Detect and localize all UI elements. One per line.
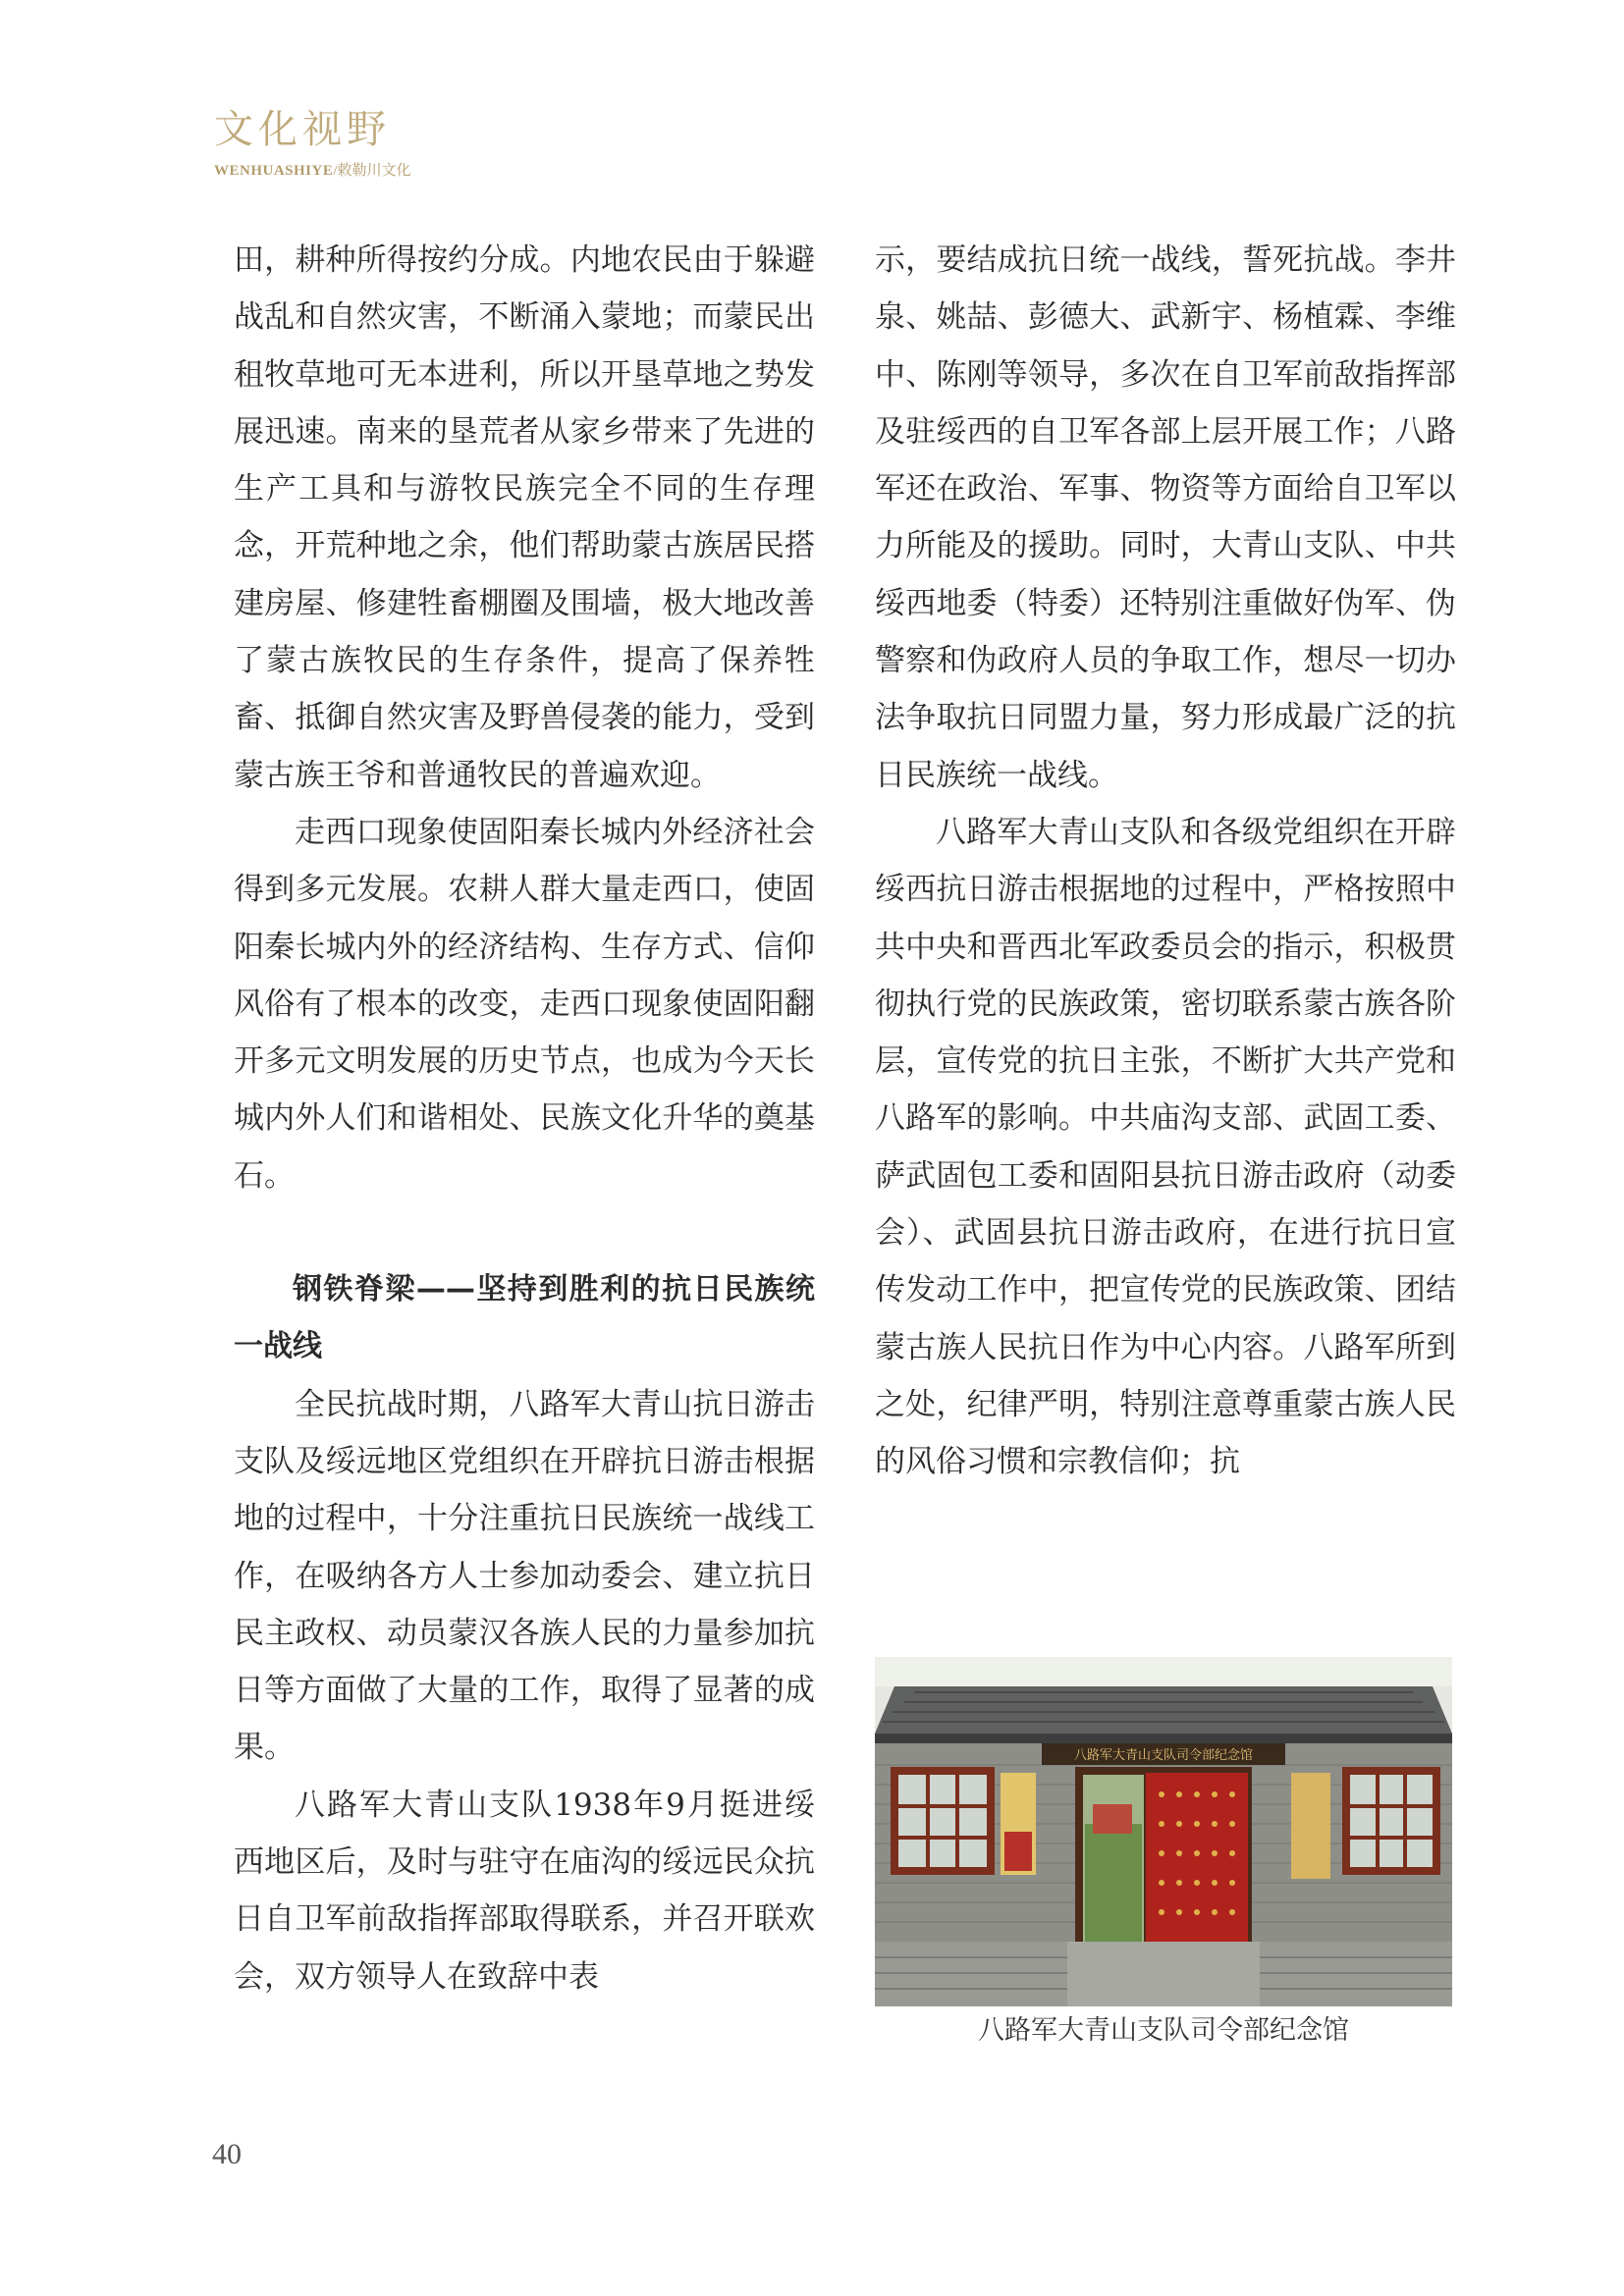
photo-caption: 八路军大青山支队司令部纪念馆: [978, 2015, 1349, 2046]
section-subtitle-cn: /敕勒川文化: [333, 163, 411, 179]
paragraph: 八路军大青山支队1938年9月挺进绥西地区后，及时与驻守在庙沟的绥远民众抗日自卫军前敌指挥部取得联系，并召开联欢会，双方领导人在致辞中表: [234, 1787, 815, 1995]
paragraph: 走西口现象使固阳秦长城内外经济社会得到多元发展。农耕人群大量走西口，使固阳秦长城内外的经济结构、生存方式、信仰风俗有了根本的改变，走西口现象使固阳翻开多元文明发展的历史节点，也成为今天长城内外人们和谐相处、民族文化升华的奠基石。: [234, 814, 815, 1194]
paragraph: 全民抗战时期，八路军大青山抗日游击支队及绥远地区党组织在开辟抗日游击根据地的过程中，十分注重抗日民族统一战线工作，在吸纳各方人士参加动委会、建立抗日民主政权、动员蒙汉各族人民的力量参加抗日等方面做了大量的工作，取得了显著的成果。: [234, 1386, 815, 1766]
section-subtitle: [214, 159, 411, 180]
spacer: [234, 1204, 815, 1261]
section-heading: 钢铁脊梁——坚持到胜利的抗日民族统一战线: [234, 1272, 815, 1364]
paragraph: 八路军大青山支队和各级党组织在开辟绥西抗日游击根据地的过程中，严格按照中共中央和晋西北军政委员会的指示，积极贯彻执行党的民族政策，密切联系蒙古族各阶层，宣传党的抗日主张，不断扩大共产党和八路军的影响。中共庙沟支部、武固工委、萨武固包工委和固阳县抗日游击政府（动委会）、武固县抗日游击政府，在进行抗日宣传发动工作中，把宣传党的民族政策、团结蒙古族人民抗日作为中心内容。八路军所到之处，纪律严明，特别注意尊重蒙古族人民的风俗习惯和宗教信仰；抗: [875, 814, 1456, 1480]
memorial-hall-photo: [875, 1657, 1452, 2006]
section-title: 文化视野: [214, 107, 391, 152]
section-subtitle-latin: WENHUASHIYE: [214, 163, 334, 179]
memorial-sign-text: 八路军大青山支队司令部纪念馆: [1073, 1748, 1254, 1763]
section-header: [214, 107, 411, 180]
page-number: 40: [212, 2138, 242, 2170]
paragraph: 田，耕种所得按约分成。内地农民由于躲避战乱和自然灾害，不断涌入蒙地；而蒙民出租牧草地可无本进利，所以开垦草地之势发展迅速。南来的垦荒者从家乡带来了先进的生产工具和与游牧民族完全不同的生存理念，开荒种地之余，他们帮助蒙古族居民搭建房屋、修建牲畜棚圈及围墙，极大地改善了蒙古族牧民的生存条件，提高了保养牲畜、抵御自然灾害及野兽侵袭的能力，受到蒙古族王爷和普通牧民的普遍欢迎。: [234, 242, 815, 793]
left-column: [234, 232, 815, 2005]
memorial-hall-illustration: [875, 1657, 1452, 2006]
right-column: [875, 232, 1456, 1491]
paragraph: 示，要结成抗日统一战线，誓死抗战。李井泉、姚喆、彭德大、武新宇、杨植霖、李维中、陈刚等领导，多次在自卫军前敌指挥部及驻绥西的自卫军各部上层开展工作；八路军还在政治、军事、物资等方面给自卫军以力所能及的援助。同时，大青山支队、中共绥西地委（特委）还特别注重做好伪军、伪警察和伪政府人员的争取工作，想尽一切办法争取抗日同盟力量，努力形成最广泛的抗日民族统一战线。: [875, 242, 1456, 793]
